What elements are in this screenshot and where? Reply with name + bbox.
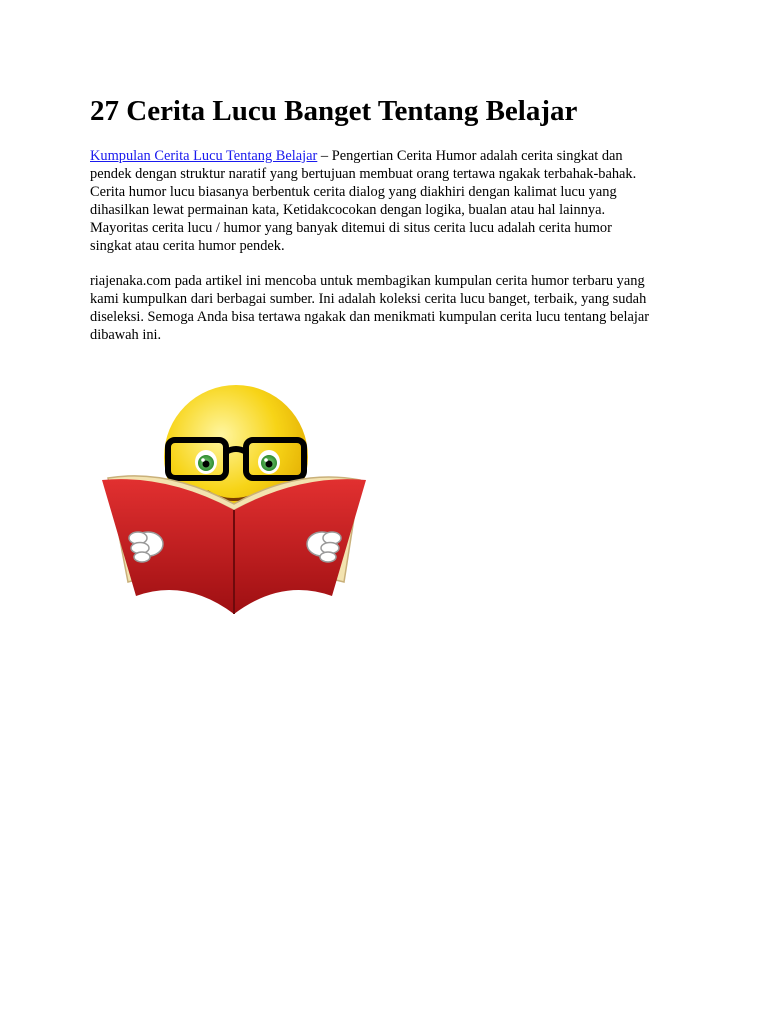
second-line-3: diseleksi. Semoga Anda bisa tertawa ngakak dan menikmati kumpulan cerita lucu tentang belajar bbox=[90, 309, 650, 325]
intro-line-6: singkat atau cerita humor pendek. bbox=[90, 238, 285, 254]
article-title: 27 Cerita Lucu Banget Tentang Belajar bbox=[90, 95, 578, 127]
intro-line-5: Mayoritas cerita lucu / humor yang banyak ditemui di situs cerita lucu adalah cerita humor bbox=[90, 220, 612, 236]
second-line-1: riajenaka.com pada artikel ini mencoba untuk membagikan kumpulan cerita humor terbaru yang bbox=[90, 273, 645, 289]
intro-line-1-text: – Pengertian Cerita Humor adalah cerita singkat dan bbox=[317, 148, 623, 164]
second-paragraph bbox=[90, 272, 690, 344]
intro-line-4: dihasilkan lewat permainan kata, Ketidakcocokan dengan logika, bualan atau hal lainnya. bbox=[90, 202, 606, 218]
intro-line-2: pendek dengan struktur naratif yang bertujuan membuat orang tertawa ngakak terbahak-bahak. bbox=[90, 166, 637, 182]
second-line-2: kami kumpulkan dari berbagai sumber. Ini adalah koleksi cerita lucu banget, terbaik, yang sudah bbox=[90, 291, 647, 307]
article-link[interactable]: Kumpulan Cerita Lucu Tentang Belajar bbox=[90, 148, 318, 164]
intro-line-1 bbox=[90, 147, 690, 165]
smiley-reading-book-icon bbox=[98, 382, 370, 614]
intro-paragraph bbox=[90, 147, 690, 255]
intro-line-3: Cerita humor lucu biasanya berbentuk cerita dialog yang diakhiri dengan kalimat lucu yang bbox=[90, 184, 617, 200]
second-line-4: dibawah ini. bbox=[90, 327, 162, 343]
